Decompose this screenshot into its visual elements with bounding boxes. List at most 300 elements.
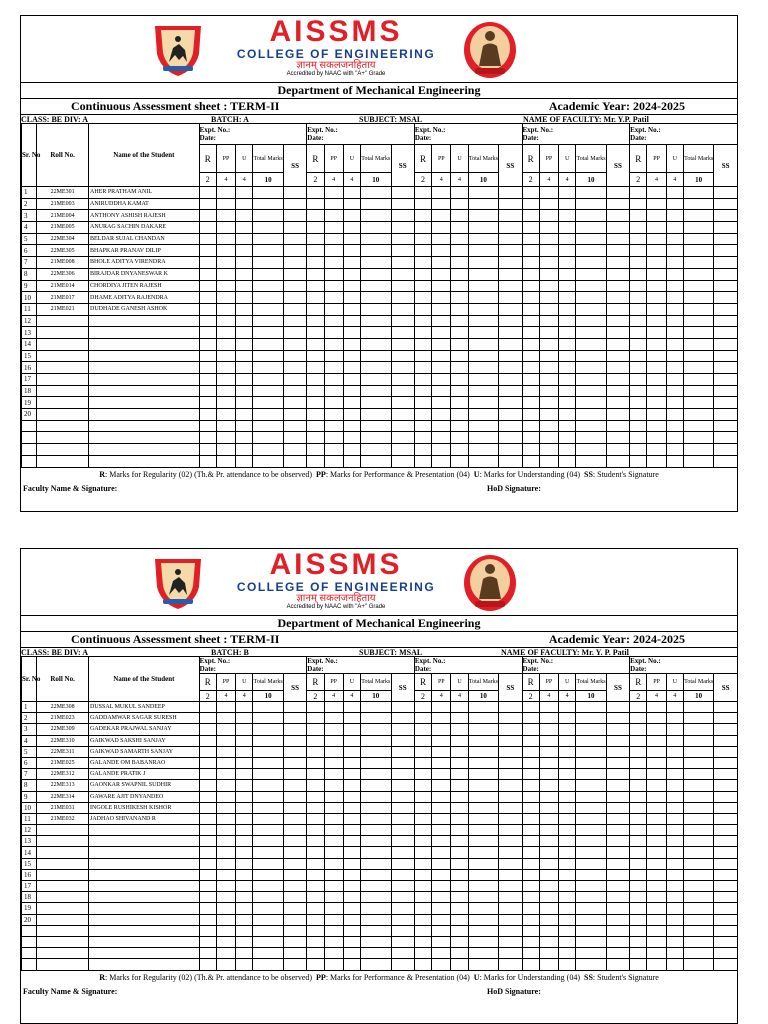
mark-cell	[414, 198, 431, 210]
col-r: R	[522, 145, 539, 173]
serial-number: 15	[22, 350, 37, 362]
legend-ss-text: : Student's Signature	[592, 972, 659, 982]
student-row	[22, 292, 738, 304]
mark-cell	[432, 444, 451, 456]
mark-cell	[559, 746, 576, 757]
mark-cell	[630, 892, 647, 903]
mark-cell	[361, 432, 391, 444]
col-u: U	[236, 674, 253, 691]
mark-cell	[324, 825, 343, 836]
mark-cell	[714, 257, 738, 269]
col-pp: PP	[647, 674, 666, 691]
student-name	[88, 374, 199, 386]
serial-number: 18	[22, 385, 37, 397]
expt-header	[307, 657, 415, 674]
mark-cell	[647, 233, 666, 245]
mark-cell	[414, 724, 431, 735]
mark-cell	[499, 187, 522, 199]
mark-cell	[391, 825, 414, 836]
mark-cell	[630, 292, 647, 304]
mark-cell	[499, 757, 522, 768]
mark-cell	[683, 858, 713, 869]
max-total: 10	[253, 173, 283, 187]
mark-cell	[630, 825, 647, 836]
mark-cell	[253, 409, 283, 421]
mark-cell	[683, 327, 713, 339]
mark-cell	[236, 397, 253, 409]
student-name	[88, 350, 199, 362]
mark-cell	[630, 847, 647, 858]
mark-cell	[606, 914, 629, 925]
mark-cell	[666, 385, 683, 397]
mark-cell	[216, 780, 235, 791]
mark-cell	[683, 869, 713, 880]
mark-cell	[307, 869, 324, 880]
mark-cell	[283, 397, 306, 409]
mark-cell	[647, 268, 666, 280]
max-r: 2	[199, 173, 216, 187]
col-r: R	[414, 674, 431, 691]
mark-cell	[361, 791, 391, 802]
mark-cell	[283, 713, 306, 724]
faculty-signature-label: Faculty Name & Signature:	[23, 986, 118, 996]
mark-cell	[499, 936, 522, 947]
mark-cell	[666, 746, 683, 757]
mark-cell	[414, 892, 431, 903]
mark-cell	[307, 444, 324, 456]
mark-cell	[630, 713, 647, 724]
mark-cell	[647, 903, 666, 914]
expt-label: Expt. No.:	[199, 657, 231, 665]
mark-cell	[647, 222, 666, 234]
mark-cell	[559, 397, 576, 409]
legend-r-text: : Marks for Regularity (02) (Th.& Pr. attendance to be observed)	[104, 972, 313, 982]
serial-number	[22, 420, 37, 432]
col-pp: PP	[647, 145, 666, 173]
mark-cell	[236, 432, 253, 444]
mark-cell	[199, 825, 216, 836]
mark-cell	[253, 757, 283, 768]
mark-cell	[606, 210, 629, 222]
col-total: Total Marks	[361, 674, 391, 691]
mark-cell	[324, 397, 343, 409]
mark-cell	[522, 746, 539, 757]
mark-cell	[499, 280, 522, 292]
mark-cell	[539, 836, 558, 847]
roll-number	[37, 836, 89, 847]
mark-cell	[468, 892, 498, 903]
mark-cell	[307, 397, 324, 409]
mark-cell	[451, 409, 468, 421]
college-header	[21, 549, 737, 616]
mark-cell	[666, 455, 683, 467]
date-label: Date:	[630, 665, 647, 673]
mark-cell	[361, 187, 391, 199]
serial-number: 16	[22, 362, 37, 374]
student-name: AHER PRATHAM ANIL	[88, 187, 199, 199]
mark-cell	[630, 432, 647, 444]
roll-number: 22ME306	[37, 268, 89, 280]
mark-cell	[283, 702, 306, 713]
mark-cell	[343, 268, 360, 280]
mark-cell	[216, 802, 235, 813]
mark-cell	[666, 432, 683, 444]
mark-cell	[324, 327, 343, 339]
student-name	[88, 858, 199, 869]
mark-cell	[432, 362, 451, 374]
mark-cell	[283, 420, 306, 432]
mark-cell	[630, 813, 647, 824]
mark-cell	[576, 315, 606, 327]
mark-cell	[539, 409, 558, 421]
mark-cell	[391, 409, 414, 421]
mark-cell	[559, 210, 576, 222]
mark-cell	[216, 959, 235, 970]
mark-cell	[606, 825, 629, 836]
student-row	[22, 338, 738, 350]
max-r: 2	[307, 691, 324, 702]
mark-cell	[361, 397, 391, 409]
mark-cell	[307, 746, 324, 757]
mark-cell	[283, 847, 306, 858]
mark-cell	[324, 869, 343, 880]
mark-cell	[253, 315, 283, 327]
student-name: GAONKAR SWAPNIL SUDHIR	[88, 780, 199, 791]
mark-cell	[606, 385, 629, 397]
header-sr-no: Sr. No	[22, 124, 37, 187]
col-ss: SS	[714, 674, 738, 702]
mark-cell	[559, 858, 576, 869]
mark-cell	[343, 780, 360, 791]
serial-number	[22, 444, 37, 456]
header-student-name: Name of the Student	[88, 657, 199, 702]
mark-cell	[343, 847, 360, 858]
mark-cell	[432, 925, 451, 936]
mark-cell	[324, 791, 343, 802]
serial-number: 13	[22, 327, 37, 339]
mark-cell	[606, 713, 629, 724]
mark-cell	[451, 735, 468, 746]
mark-cell	[683, 315, 713, 327]
mark-cell	[343, 362, 360, 374]
student-row	[22, 362, 738, 374]
mark-cell	[199, 813, 216, 824]
mark-cell	[606, 735, 629, 746]
mark-cell	[414, 791, 431, 802]
mark-cell	[666, 780, 683, 791]
student-row	[22, 444, 738, 456]
mark-cell	[414, 233, 431, 245]
mark-cell	[361, 780, 391, 791]
serial-number: 9	[22, 280, 37, 292]
legend-r-key: R	[99, 972, 105, 982]
mark-cell	[343, 350, 360, 362]
mark-cell	[606, 420, 629, 432]
mark-cell	[559, 780, 576, 791]
mark-cell	[283, 315, 306, 327]
mark-cell	[414, 713, 431, 724]
mark-cell	[324, 858, 343, 869]
mark-cell	[666, 903, 683, 914]
mark-cell	[606, 397, 629, 409]
mark-cell	[630, 914, 647, 925]
mark-cell	[343, 397, 360, 409]
assessment-sheet-batch-b	[20, 548, 738, 1024]
mark-cell	[559, 362, 576, 374]
legend-ss-key: SS	[584, 972, 593, 982]
mark-cell	[236, 444, 253, 456]
mark-cell	[253, 385, 283, 397]
mark-cell	[324, 757, 343, 768]
expt-label: Expt. No.:	[199, 126, 231, 134]
mark-cell	[324, 210, 343, 222]
roll-number: 22ME311	[37, 746, 89, 757]
col-total: Total Marks	[468, 674, 498, 691]
mark-cell	[714, 187, 738, 199]
mark-cell	[432, 825, 451, 836]
student-row	[22, 746, 738, 757]
mark-cell	[451, 444, 468, 456]
mark-cell	[468, 802, 498, 813]
mark-cell	[606, 702, 629, 713]
mark-cell	[559, 233, 576, 245]
max-r: 2	[522, 173, 539, 187]
col-pp: PP	[324, 674, 343, 691]
mark-cell	[647, 757, 666, 768]
mark-cell	[630, 198, 647, 210]
mark-cell	[236, 268, 253, 280]
student-row	[22, 455, 738, 467]
mark-cell	[451, 769, 468, 780]
roll-number: 21ME031	[37, 802, 89, 813]
mark-cell	[216, 791, 235, 802]
mark-cell	[714, 292, 738, 304]
mark-cell	[714, 702, 738, 713]
mark-cell	[576, 327, 606, 339]
mark-cell	[432, 338, 451, 350]
mark-cell	[468, 233, 498, 245]
mark-cell	[559, 881, 576, 892]
mark-cell	[559, 409, 576, 421]
mark-cell	[343, 233, 360, 245]
mark-cell	[468, 374, 498, 386]
mark-cell	[283, 385, 306, 397]
mark-cell	[576, 268, 606, 280]
max-pp: 4	[432, 691, 451, 702]
col-ss: SS	[499, 145, 522, 187]
mark-cell	[391, 959, 414, 970]
mark-cell	[253, 374, 283, 386]
mark-cell	[559, 420, 576, 432]
mark-cell	[468, 847, 498, 858]
mark-cell	[539, 187, 558, 199]
mark-cell	[499, 338, 522, 350]
mark-cell	[606, 836, 629, 847]
mark-cell	[606, 757, 629, 768]
col-pp: PP	[216, 674, 235, 691]
mark-cell	[343, 869, 360, 880]
student-name	[88, 444, 199, 456]
mark-cell	[647, 914, 666, 925]
mark-cell	[499, 735, 522, 746]
mark-cell	[253, 903, 283, 914]
mark-cell	[714, 791, 738, 802]
header-roll-no: Roll No.	[37, 657, 89, 702]
mark-cell	[683, 350, 713, 362]
mark-cell	[307, 925, 324, 936]
mark-cell	[199, 791, 216, 802]
shivaji-statue-emblem-icon	[149, 20, 207, 80]
serial-number: 12	[22, 825, 37, 836]
mark-cell	[522, 925, 539, 936]
serial-number: 9	[22, 791, 37, 802]
mark-cell	[432, 746, 451, 757]
student-rows	[22, 187, 738, 468]
marks-table	[21, 656, 738, 971]
mark-cell	[391, 925, 414, 936]
mark-cell	[522, 187, 539, 199]
mark-cell	[714, 735, 738, 746]
mark-cell	[468, 292, 498, 304]
col-ss: SS	[714, 145, 738, 187]
mark-cell	[414, 222, 431, 234]
mark-cell	[199, 847, 216, 858]
student-row	[22, 303, 738, 315]
mark-cell	[576, 222, 606, 234]
mark-cell	[432, 735, 451, 746]
mark-cell	[432, 245, 451, 257]
mark-cell	[647, 959, 666, 970]
serial-number: 8	[22, 268, 37, 280]
mark-cell	[343, 713, 360, 724]
mark-cell	[666, 210, 683, 222]
mark-cell	[236, 713, 253, 724]
mark-cell	[432, 791, 451, 802]
roll-number: 21ME032	[37, 813, 89, 824]
date-label: Date:	[307, 665, 324, 673]
mark-cell	[324, 813, 343, 824]
legend-u-text: : Marks for Understanding (04)	[479, 972, 580, 982]
mark-cell	[522, 791, 539, 802]
serial-number: 3	[22, 210, 37, 222]
max-u: 4	[236, 173, 253, 187]
mark-cell	[522, 397, 539, 409]
mark-cell	[216, 858, 235, 869]
serial-number: 16	[22, 869, 37, 880]
mark-cell	[307, 362, 324, 374]
mark-cell	[391, 713, 414, 724]
mark-cell	[451, 198, 468, 210]
mark-cell	[283, 233, 306, 245]
max-total: 10	[468, 691, 498, 702]
mark-cell	[343, 444, 360, 456]
mark-cell	[499, 780, 522, 791]
student-row	[22, 724, 738, 735]
mark-cell	[630, 757, 647, 768]
mark-cell	[683, 397, 713, 409]
mark-cell	[576, 432, 606, 444]
student-row	[22, 735, 738, 746]
student-row	[22, 914, 738, 925]
col-total: Total Marks	[576, 674, 606, 691]
mark-cell	[432, 869, 451, 880]
mark-cell	[236, 813, 253, 824]
mark-cell	[647, 362, 666, 374]
mark-cell	[666, 315, 683, 327]
mark-cell	[307, 936, 324, 947]
mark-cell	[539, 397, 558, 409]
mark-cell	[236, 746, 253, 757]
mark-cell	[361, 858, 391, 869]
mark-cell	[236, 802, 253, 813]
mark-cell	[468, 222, 498, 234]
mark-cell	[361, 350, 391, 362]
max-u: 4	[559, 691, 576, 702]
mark-cell	[414, 825, 431, 836]
mark-cell	[576, 245, 606, 257]
col-u: U	[559, 674, 576, 691]
col-total: Total Marks	[253, 145, 283, 173]
mark-cell	[391, 948, 414, 959]
mark-cell	[307, 198, 324, 210]
legend-r-key: R	[99, 469, 105, 479]
mark-cell	[307, 769, 324, 780]
mark-cell	[606, 187, 629, 199]
mark-cell	[391, 836, 414, 847]
student-name: BHAPKAR PRANAV DILIP	[88, 245, 199, 257]
mark-cell	[414, 936, 431, 947]
faculty-name: NAME OF FACULTY: Mr. Y.P. Patil	[523, 115, 649, 124]
roll-number	[37, 432, 89, 444]
mark-cell	[283, 327, 306, 339]
mark-cell	[414, 327, 431, 339]
student-row	[22, 769, 738, 780]
mark-cell	[606, 245, 629, 257]
mark-cell	[361, 713, 391, 724]
mark-cell	[468, 432, 498, 444]
mark-cell	[522, 813, 539, 824]
mark-cell	[559, 315, 576, 327]
mark-cell	[522, 780, 539, 791]
mark-cell	[343, 925, 360, 936]
mark-cell	[576, 409, 606, 421]
mark-cell	[324, 432, 343, 444]
mark-cell	[559, 802, 576, 813]
col-ss: SS	[606, 145, 629, 187]
mark-cell	[361, 280, 391, 292]
mark-cell	[391, 233, 414, 245]
mark-cell	[391, 847, 414, 858]
mark-cell	[361, 914, 391, 925]
serial-number	[22, 925, 37, 936]
mark-cell	[683, 948, 713, 959]
student-name	[88, 420, 199, 432]
mark-cell	[432, 769, 451, 780]
roll-number: 21ME017	[37, 292, 89, 304]
max-u: 4	[236, 691, 253, 702]
mark-cell	[606, 303, 629, 315]
mark-cell	[216, 724, 235, 735]
mark-cell	[414, 836, 431, 847]
serial-number: 12	[22, 315, 37, 327]
mark-cell	[324, 268, 343, 280]
mark-cell	[499, 327, 522, 339]
mark-cell	[451, 881, 468, 892]
mark-cell	[539, 713, 558, 724]
student-row	[22, 825, 738, 836]
mark-cell	[522, 757, 539, 768]
mark-cell	[199, 914, 216, 925]
